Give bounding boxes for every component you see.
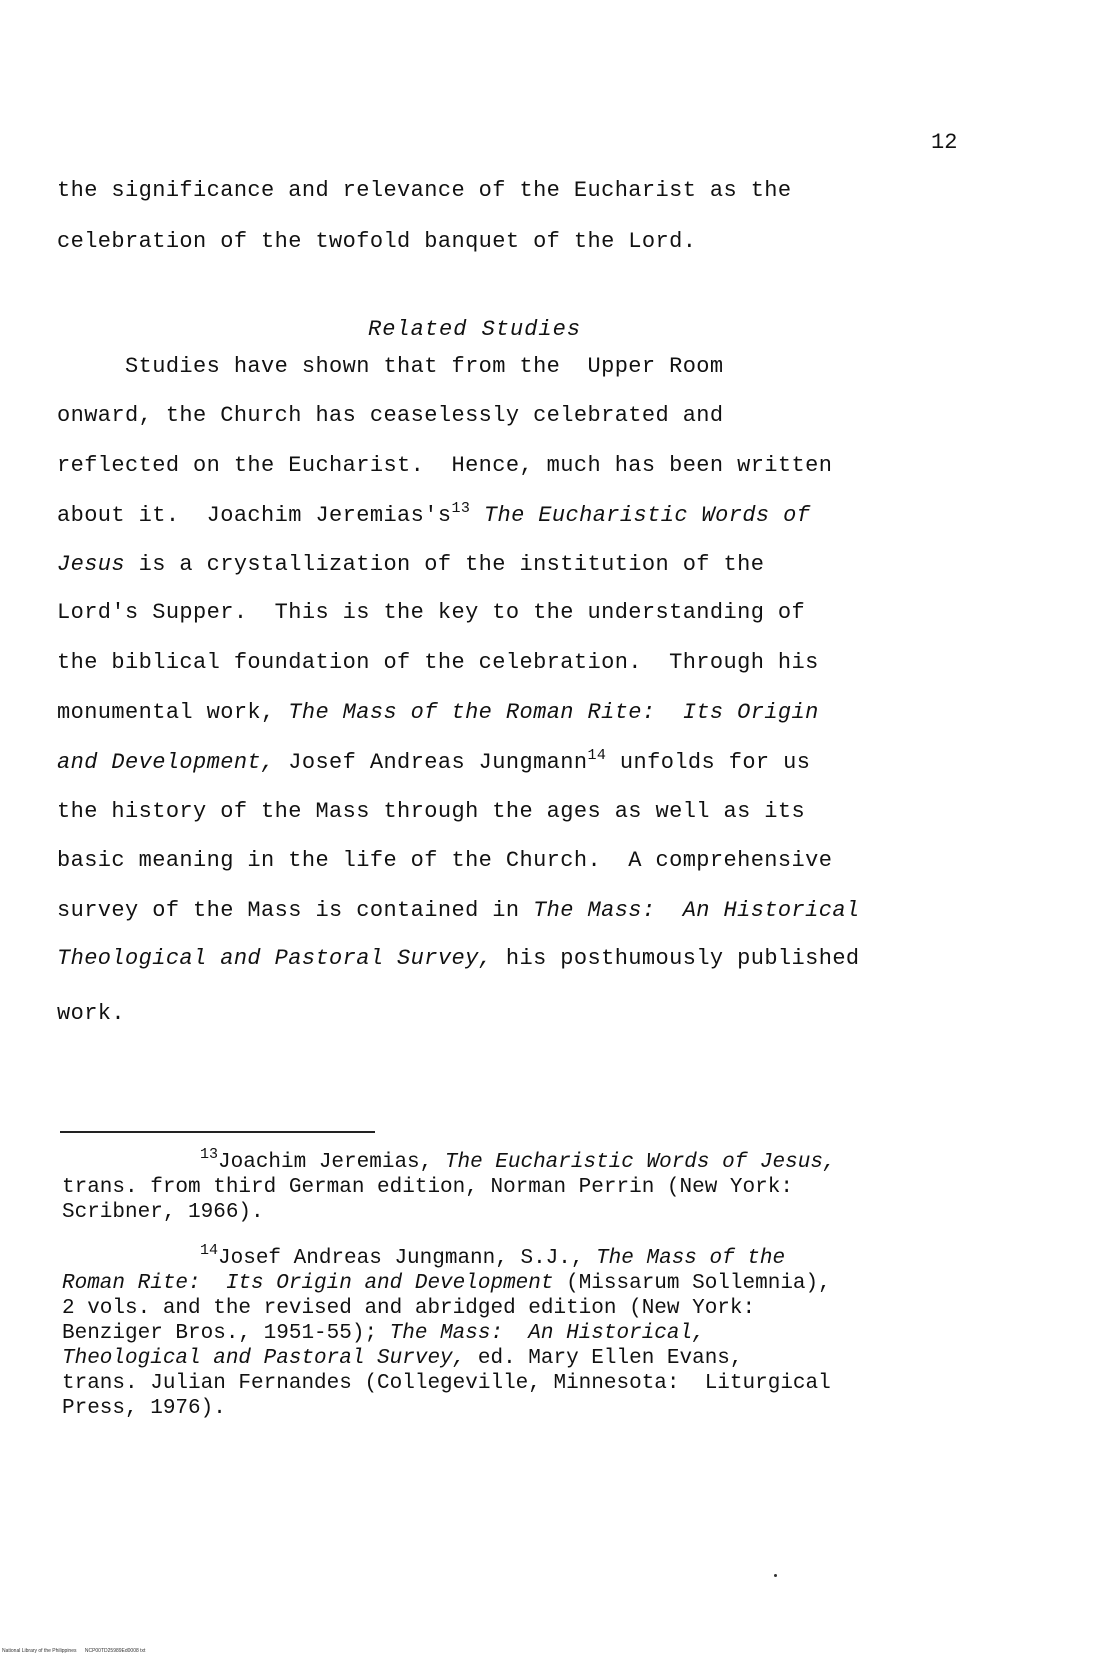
body-line: Lord's Supper. This is the key to the understanding of bbox=[57, 600, 806, 625]
book-title: The Mass of the bbox=[596, 1247, 786, 1270]
body-line: the biblical foundation of the celebration. Through his bbox=[57, 650, 819, 675]
text-run: is a crystallization of the institution of the bbox=[125, 552, 765, 577]
text-run: Josef Andreas Jungmann bbox=[274, 750, 588, 775]
footnote-ref-14: 14 bbox=[587, 747, 607, 764]
footnote-line bbox=[200, 1242, 786, 1271]
body-line bbox=[57, 946, 860, 971]
book-title: Theological and Pastoral Survey, bbox=[57, 946, 493, 971]
scan-speck bbox=[774, 1574, 777, 1577]
book-title: The Mass: An Historical, bbox=[389, 1322, 705, 1345]
body-line: the history of the Mass through the ages as well as its bbox=[57, 799, 806, 824]
body-line bbox=[57, 500, 811, 528]
book-title: The Eucharistic Words of Jesus, bbox=[444, 1151, 836, 1174]
footnote-line bbox=[62, 1271, 831, 1296]
text-run: about it. Joachim Jeremias's bbox=[57, 503, 452, 528]
text-run: unfolds for us bbox=[606, 750, 811, 775]
footnote-line: trans. Julian Fernandes (Collegeville, Minnesota: Liturgical bbox=[62, 1372, 831, 1395]
footnote-mark: 13 bbox=[200, 1146, 219, 1163]
text-run: his posthumously published bbox=[492, 946, 860, 971]
body-line bbox=[57, 552, 764, 577]
text-run: Benziger Bros., 1951-55); bbox=[62, 1322, 390, 1345]
body-line: the significance and relevance of the Eucharist as the bbox=[57, 178, 792, 203]
body-line: celebration of the twofold banquet of the Lord. bbox=[57, 229, 697, 254]
library-name: National Library of the Philippines bbox=[2, 1648, 77, 1654]
footnote-ref-13: 13 bbox=[451, 500, 471, 517]
scan-code: NCP00TD25989Ed0008 txt bbox=[84, 1648, 146, 1654]
footnote-line: Scribner, 1966). bbox=[62, 1201, 264, 1224]
text-run: ed. Mary Ellen Evans, bbox=[465, 1347, 743, 1370]
book-title: Roman Rite: Its Origin and Development bbox=[62, 1272, 554, 1295]
footnote-line bbox=[62, 1321, 705, 1346]
body-line bbox=[57, 747, 811, 775]
body-line bbox=[57, 700, 819, 725]
footnote-mark: 14 bbox=[200, 1242, 219, 1259]
body-line: onward, the Church has ceaselessly celebrated and bbox=[57, 403, 724, 428]
body-line: Studies have shown that from the Upper Room bbox=[57, 354, 724, 379]
body-line: work. bbox=[57, 1001, 126, 1026]
text-run: Joachim Jeremias, bbox=[218, 1151, 445, 1174]
book-title: and Development, bbox=[57, 750, 275, 775]
body-line: basic meaning in the life of the Church. A comprehensive bbox=[57, 848, 833, 873]
body-line bbox=[57, 898, 860, 923]
footnote-rule bbox=[60, 1131, 375, 1133]
footnote-line: 2 vols. and the revised and abridged edition (New York: bbox=[62, 1297, 756, 1320]
body-line: reflected on the Eucharist. Hence, much has been written bbox=[57, 453, 833, 478]
book-title: Theological and Pastoral Survey, bbox=[62, 1347, 466, 1370]
book-title: Jesus bbox=[57, 552, 126, 577]
footnote-line: trans. from third German edition, Norman Perrin (New York: bbox=[62, 1176, 793, 1199]
page-number: 12 bbox=[931, 130, 958, 155]
text-run: monumental work, bbox=[57, 700, 289, 725]
section-heading: Related Studies bbox=[368, 317, 582, 342]
text-run: (Missarum Sollemnia), bbox=[553, 1272, 831, 1295]
scan-footer bbox=[2, 1648, 145, 1654]
footnote-line bbox=[62, 1346, 743, 1371]
book-title: The Eucharistic Words of bbox=[470, 503, 811, 528]
book-title: The Mass of the Roman Rite: Its Origin bbox=[288, 700, 819, 725]
footnote-line: Press, 1976). bbox=[62, 1397, 226, 1420]
text-run: Josef Andreas Jungmann, S.J., bbox=[218, 1247, 597, 1270]
text-run: survey of the Mass is contained in bbox=[57, 898, 534, 923]
footnote-line bbox=[200, 1146, 836, 1175]
book-title: The Mass: An Historical bbox=[533, 898, 860, 923]
